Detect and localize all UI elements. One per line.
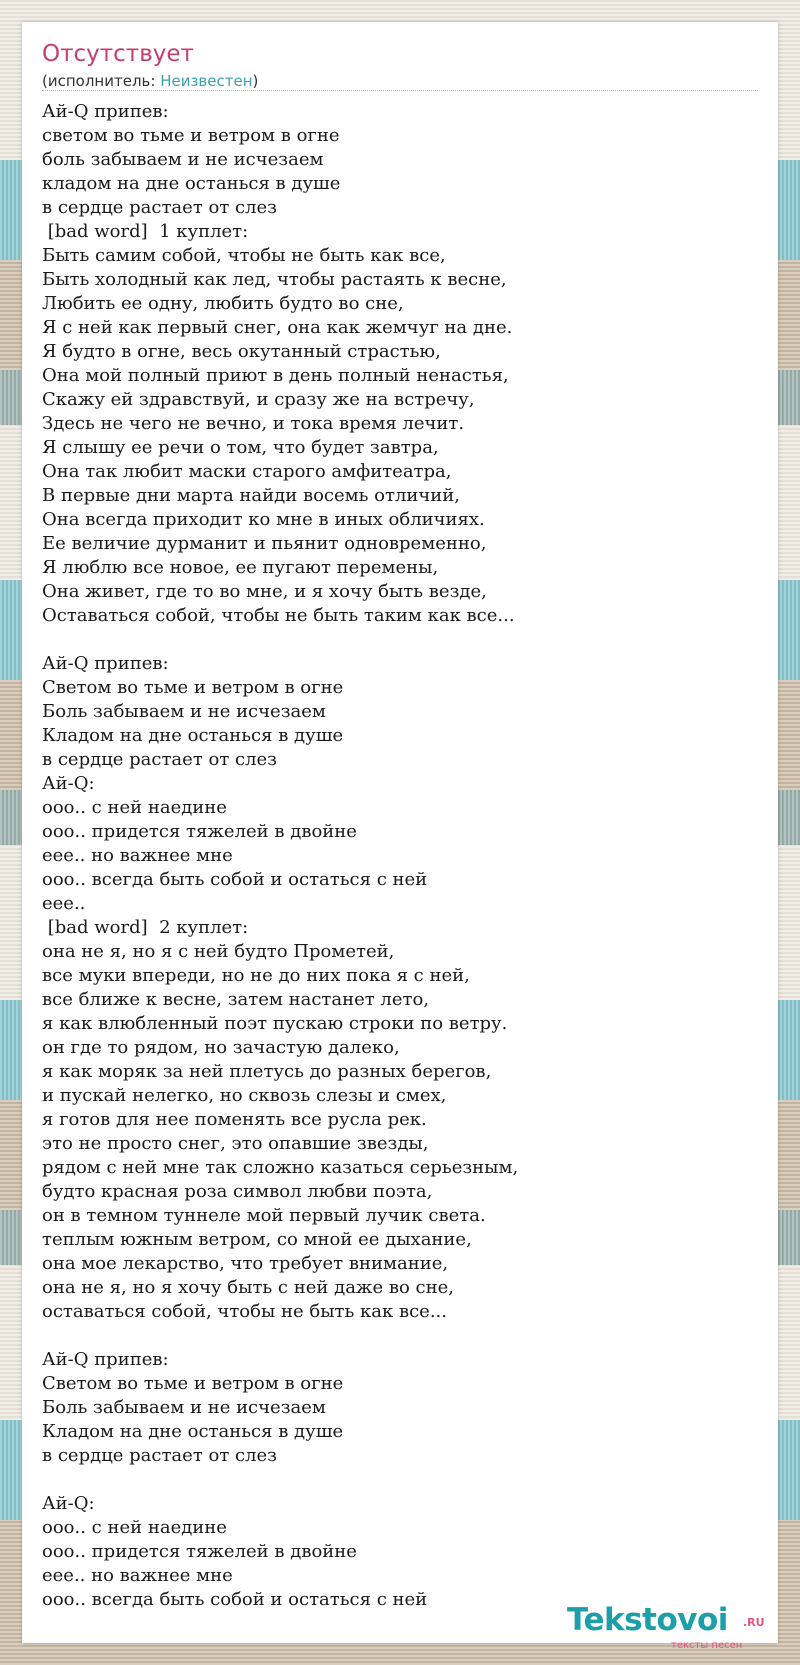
lyrics-card: [22, 22, 778, 1651]
performer-link[interactable]: Неизвестен: [160, 72, 253, 90]
performer-suffix: ): [252, 72, 259, 90]
lyrics-text: Ай-Q припев: светом во тьме и ветром в огне боль забываем и не исчезаем кладом на дне останься в душе в сердце растает от слез [bad word] 1 куплет: Быть самим собой, чтобы не быть как все, Быть холодный как лед, чтобы растаять к весне, Любить ее одну, любить будто во сне, Я с ней как первый снег, она как жемчуг на дне. Я будто в огне, весь окутанный страстью, Она мой полный приют в день полный ненастья, Скажу ей здравствуй, и сразу же на встречу, Здесь не чего не вечно, и тока время лечит. Я слышу ее речи о том, что будет завтра, Она так любит маски старого амфитеатра, В первые дни марта найди восемь отличий, Она всегда приходит ко мне в иных обличиях. Ее величие дурманит и пьянит одновременно, Я люблю все новое, ее пугают перемены, Она живет, где то во мне, и я хочу быть везде, Оставаться собой, чтобы не быть таким как все... Ай-Q припев: Светом во тьме и ветром в огне Боль забываем и не исчезаем Кладом на дне останься в душе в сердце растает от слез Ай-Q: ооо.. с ней наедине ооо.. придется тяжелей в двойне еее.. но важнее мне ооо.. всегда быть собой и остаться с ней еее.. [bad word] 2 куплет: она не я, но я с ней будто Прометей, все муки впереди, но не до них пока я с ней, все ближе к весне, затем настанет лето, я как влюбленный поэт пускаю строки по ветру. он где то рядом, но зачастую далеко, я как моряк за ней плетусь до разных берегов, и пускай нелегко, но сквозь слезы и смех, я готов для нее поменять все русла рек. это не просто снег, это опавшие звезды, рядом с ней мне так сложно казаться серьезным, будто красная роза символ любви поэта, он в темном туннеле мой первый лучик света. теплым южным ветром, со мной ее дыхание, она мое лекарство, что требует внимание, она не я, но я хочу быть с ней даже во сне, оставаться собой, чтобы не быть как все... Ай-Q припев: Светом во тьме и ветром в огне Боль забываем и не исчезаем Кладом на дне останься в душе в сердце растает от слез Ай-Q: ооо.. с ней наедине ооо.. придется тяжелей в двойне еее.. но важнее мне ооо.. всегда быть собой и остаться с ней: [42, 101, 519, 1610]
logo-brand: Tekstovoi: [567, 1602, 728, 1638]
logo-tagline: тексты песен: [671, 1640, 743, 1651]
song-title: Отсутствует: [42, 41, 194, 67]
logo-tld: .RU: [743, 1616, 765, 1629]
site-logo[interactable]: [567, 1602, 767, 1651]
performer-prefix: (исполнитель:: [42, 72, 161, 90]
title-divider: [42, 90, 758, 91]
performer-line: [42, 72, 258, 90]
